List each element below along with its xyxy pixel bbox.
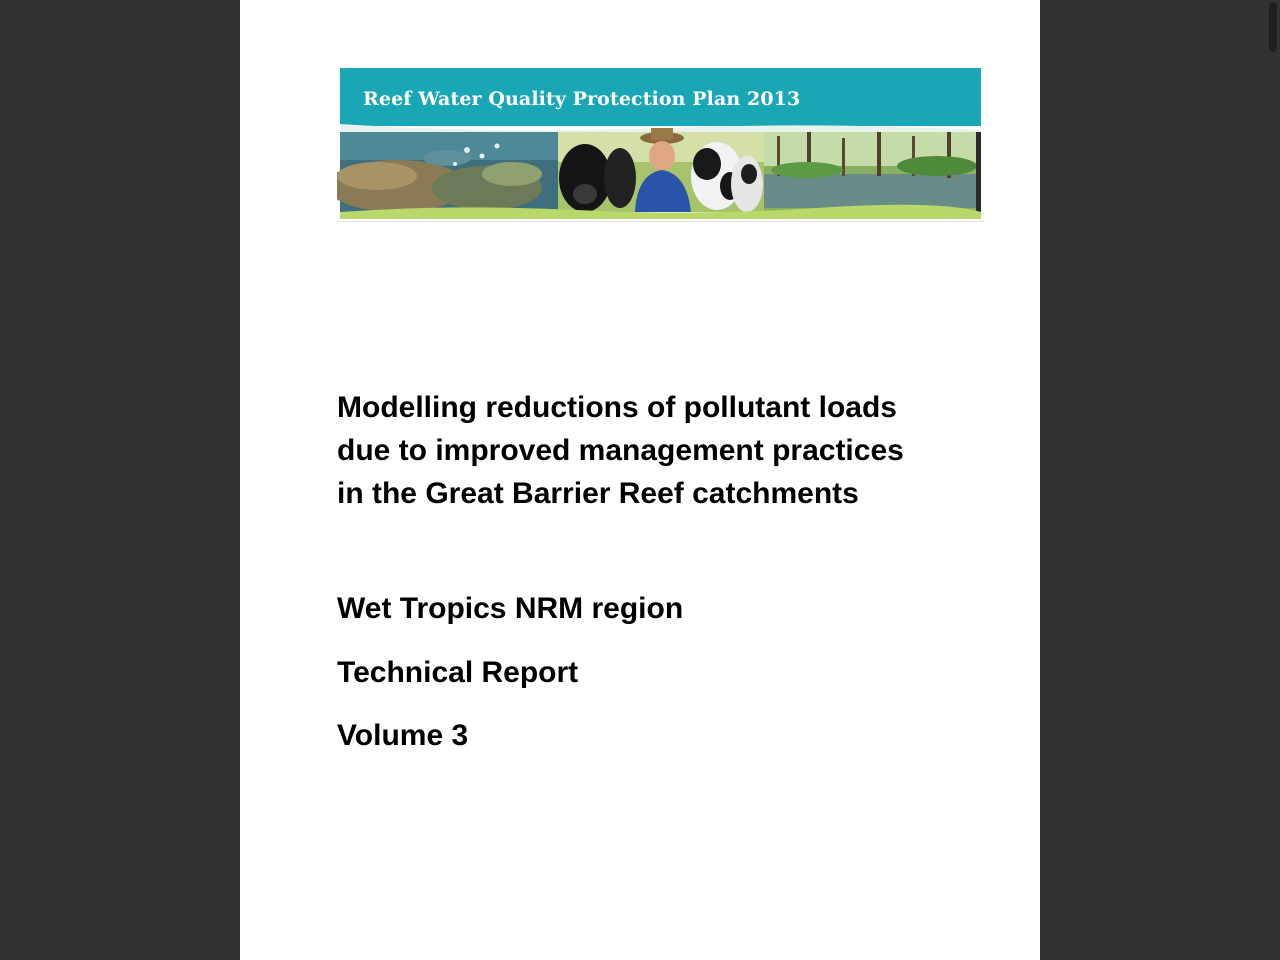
document-page: [240, 0, 1040, 960]
volume-label: Volume 3: [337, 719, 469, 752]
scrollbar-thumb[interactable]: [1269, 2, 1277, 52]
document-title-line: in the Great Barrier Reef catchments: [337, 477, 859, 510]
wetland-photo: [764, 132, 981, 212]
report-type-label: Technical Report: [337, 656, 579, 689]
coral-reef-photo: [337, 132, 558, 212]
header-banner: [337, 66, 984, 223]
region-label: Wet Tropics NRM region: [337, 592, 684, 625]
vertical-scrollbar[interactable]: [1268, 0, 1278, 960]
banner-title: Reef Water Quality Protection Plan 2013: [363, 88, 801, 110]
document-title: [337, 386, 997, 515]
document-title-line: due to improved management practices: [337, 434, 904, 467]
farmer-with-cattle-photo: [558, 128, 764, 212]
document-title-line: Modelling reductions of pollutant loads: [337, 391, 897, 424]
